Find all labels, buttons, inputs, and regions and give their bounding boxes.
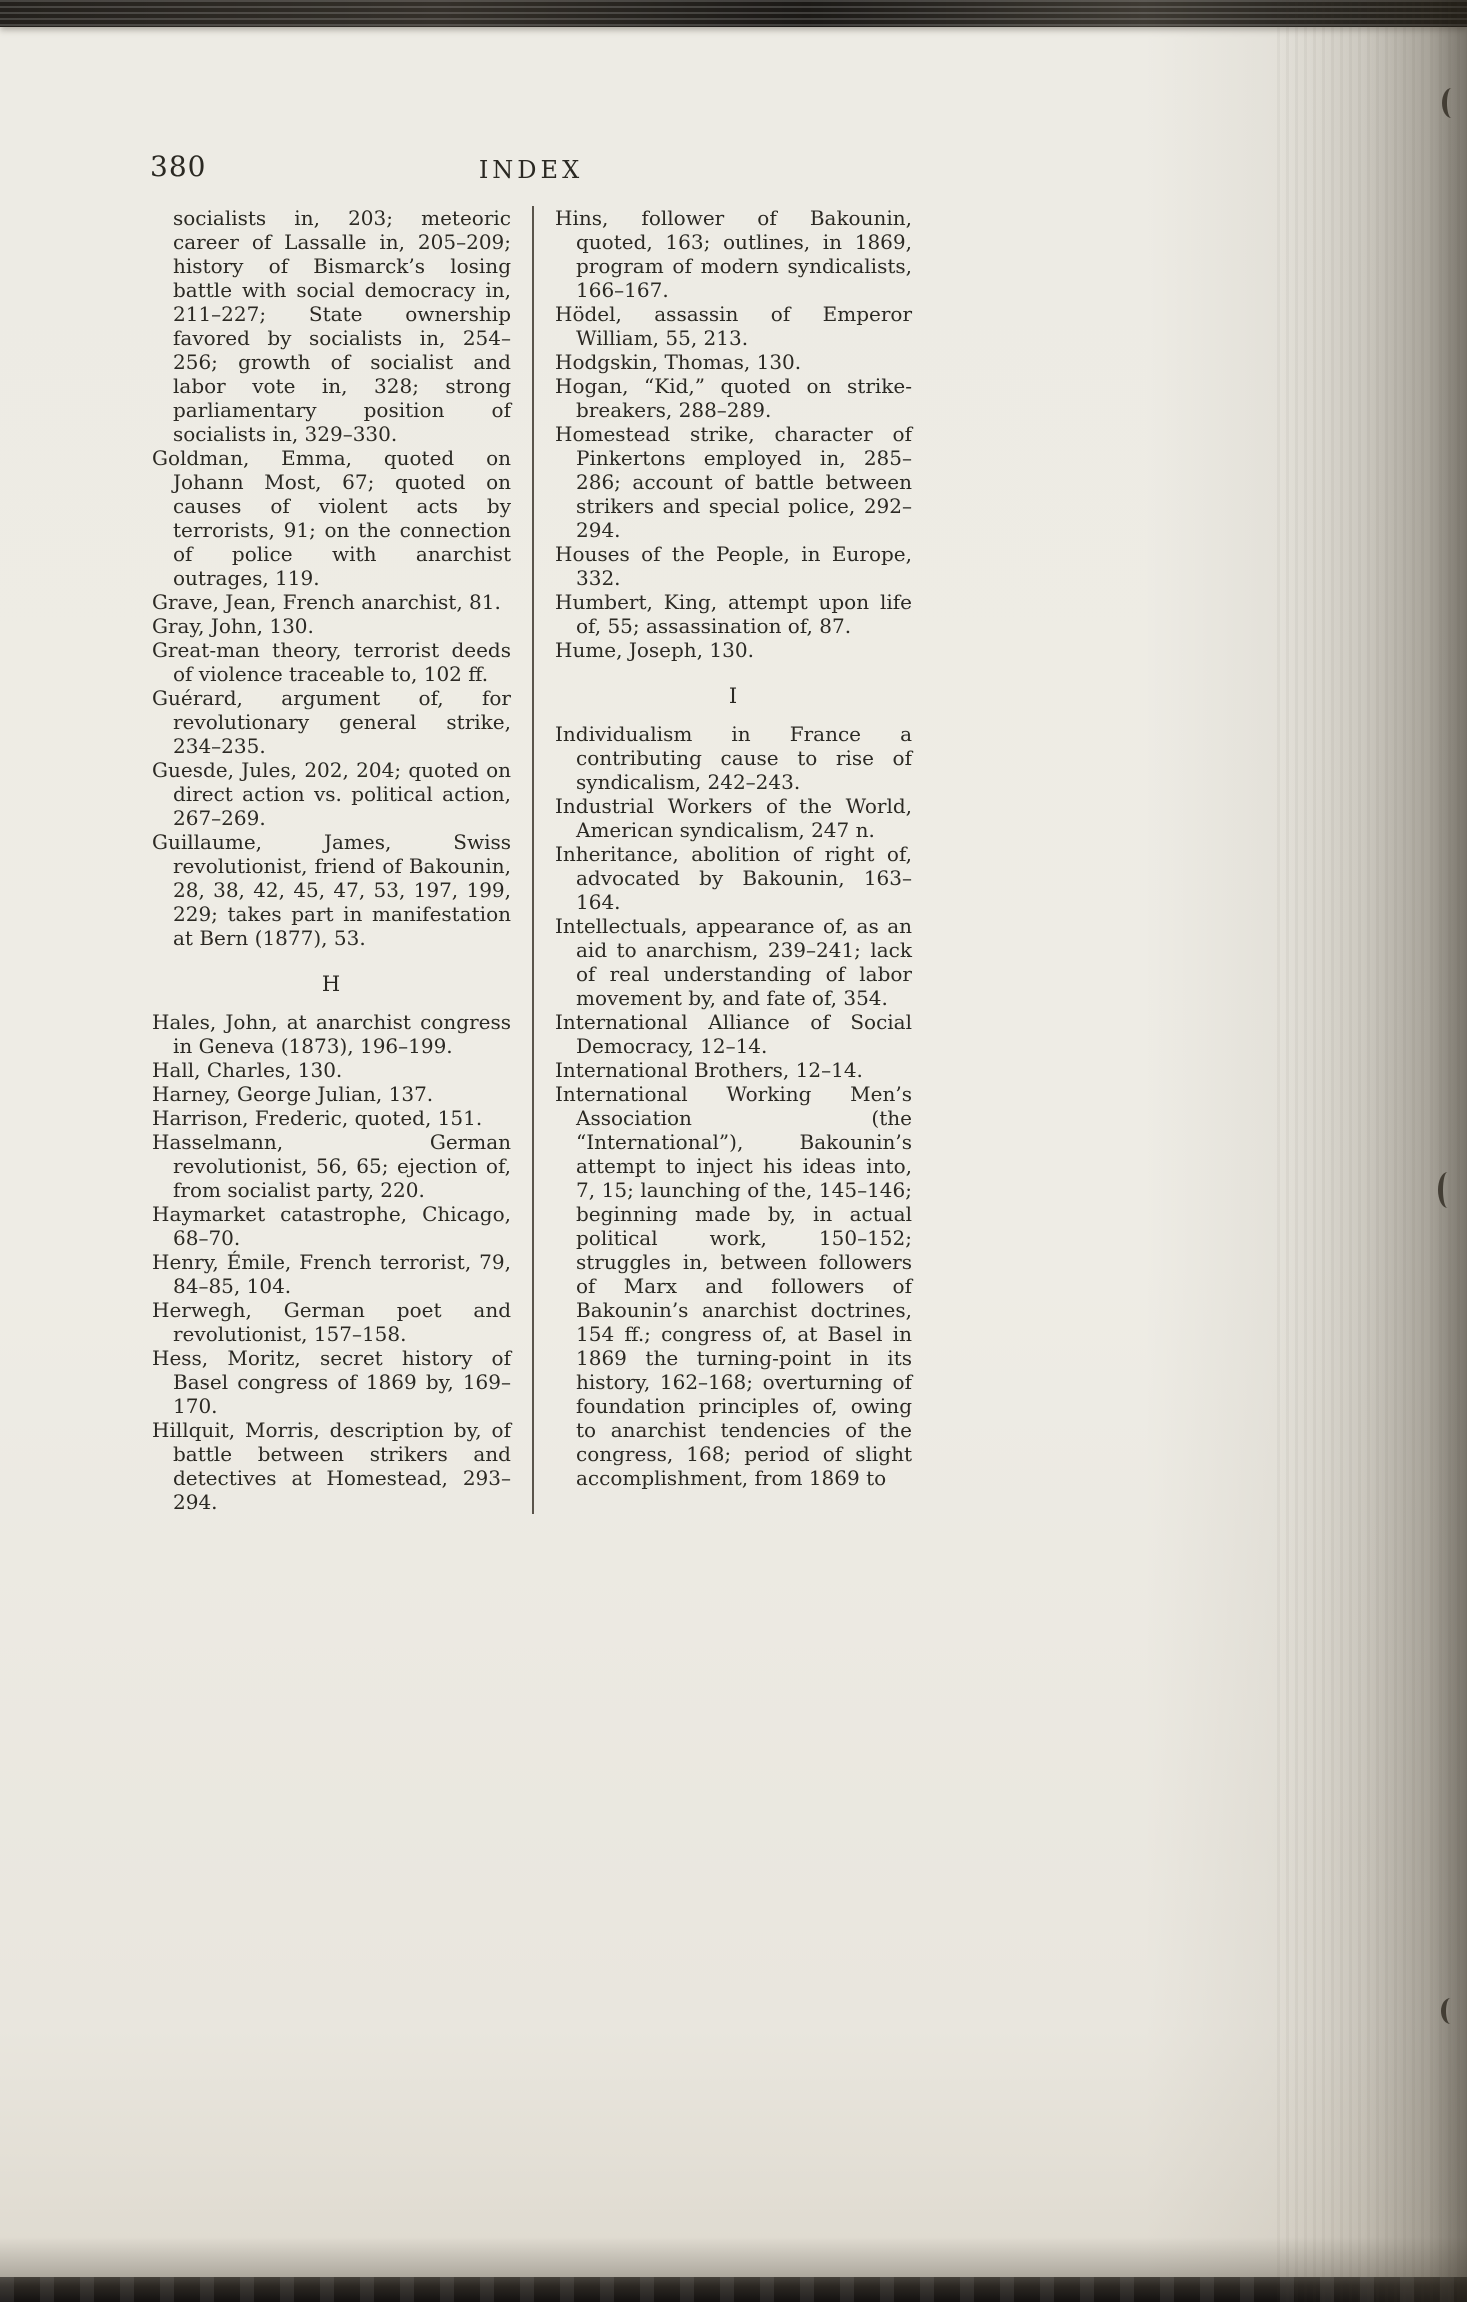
index-entry: Inheritance, abolition of right of, advocated by Bakounin, 163–164. — [555, 842, 912, 914]
index-entry: Harney, George Julian, 137. — [152, 1082, 434, 1106]
index-entry: Hall, Charles, 130. — [152, 1058, 343, 1082]
index-column-right — [532, 206, 912, 1514]
index-entry: Hess, Moritz, secret history of Basel congress of 1869 by, 169–170. — [152, 1346, 511, 1418]
index-entry: Homestead strike, character of Pinkertons employed in, 285–286; account of battle between strikers and special police, 292–294. — [555, 422, 912, 542]
index-entry: socialists in, 203; meteoric career of Lassalle in, 205–209; history of Bismarck’s losing battle with social democracy in, 211–227; State ownership favored by socialists in, 254–256; growth of socialist and labor vote in, 328; strong parliamentary position of socialists in, 329–330. — [173, 206, 511, 446]
index-entry: Hasselmann, German revolutionist, 56, 65; ejection of, from socialist party, 220. — [152, 1130, 511, 1202]
index-column-left — [152, 206, 532, 1514]
index-entry: Great-man theory, terrorist deeds of violence traceable to, 102 ff. — [152, 638, 511, 686]
index-entry: Hillquit, Morris, description by, of battle between strikers and detectives at Homestead, 293–294. — [152, 1418, 511, 1514]
index-entry: International Alliance of Social Democracy, 12–14. — [555, 1010, 912, 1058]
index-entry: Hödel, assassin of Emperor William, 55, 213. — [555, 302, 912, 350]
index-entry: Goldman, Emma, quoted on Johann Most, 67; quoted on causes of violent acts by terrorists, 91; on the connection of police with anarchist outrages, 119. — [152, 446, 511, 590]
index-entry: Guillaume, James, Swiss revolutionist, friend of Bakounin, 28, 38, 42, 45, 47, 53, 197, 199, 229; takes part in manifestation at Bern (1877), 53. — [152, 830, 511, 950]
index-columns — [152, 206, 912, 1514]
section-letter: I — [728, 684, 739, 708]
index-entry: Gray, John, 130. — [152, 614, 314, 638]
scan-artifact-right-edge — [1277, 0, 1467, 2302]
index-entry: Henry, Émile, French terrorist, 79, 84–85, 104. — [152, 1250, 511, 1298]
index-entry: Hales, John, at anarchist congress in Geneva (1873), 196–199. — [152, 1010, 511, 1058]
scan-artifact-bottom-shadow — [0, 2237, 1467, 2277]
index-entry: Humbert, King, attempt upon life of, 55; assassination of, 87. — [555, 590, 912, 638]
index-entry: International Brothers, 12–14. — [555, 1058, 863, 1082]
scan-artifact-top-bar — [0, 0, 1467, 27]
index-entry: Houses of the People, in Europe, 332. — [555, 542, 912, 590]
scan-artifact-edge-mark — [1441, 1998, 1460, 2024]
index-entry: Haymarket catastrophe, Chicago, 68–70. — [152, 1202, 511, 1250]
index-entry: Herwegh, German poet and revolutionist, 157–158. — [152, 1298, 511, 1346]
index-entry: International Working Men’s Association (the “International”), Bakounin’s attempt to inject his ideas into, 7, 15; launching of the, 145–146; beginning made by, in actual political work, 150–152; struggles in, between followers of Marx and followers of Bakounin’s anarchist doctrines, 154 ff.; congress of, at Basel in 1869 the turning-point in its history, 162–168; overturning of foundation principles of, owing to anarchist tendencies of the congress, 168; period of slight accomplishment, from 1869 to — [555, 1082, 912, 1490]
scan-artifact-bottom-bar — [0, 2277, 1467, 2302]
page-number: 380 — [150, 150, 207, 183]
scan-artifact-edge-mark — [1442, 88, 1461, 118]
index-entry: Hodgskin, Thomas, 130. — [555, 350, 802, 374]
index-entry: Guérard, argument of, for revolutionary general strike, 234–235. — [152, 686, 511, 758]
index-entry: Intellectuals, appearance of, as an aid to anarchism, 239–241; lack of real understanding of labor movement by, and fate of, 354. — [555, 914, 912, 1010]
index-entry: Individualism in France a contributing cause to rise of syndicalism, 242–243. — [555, 722, 912, 794]
index-entry: Hins, follower of Bakounin, quoted, 163; outlines, in 1869, program of modern syndicalists, 166–167. — [555, 206, 912, 302]
index-entry: Grave, Jean, French anarchist, 81. — [152, 590, 501, 614]
page-title: INDEX — [478, 156, 584, 184]
index-entry: Hume, Joseph, 130. — [555, 638, 754, 662]
index-entry: Hogan, “Kid,” quoted on strike-breakers, 288–289. — [555, 374, 912, 422]
index-entry: Guesde, Jules, 202, 204; quoted on direct action vs. political action, 267–269. — [152, 758, 511, 830]
index-entry: Industrial Workers of the World, American syndicalism, 247 n. — [555, 794, 912, 842]
scan-artifact-edge-mark — [1438, 1172, 1457, 1208]
section-letter: H — [321, 972, 342, 996]
index-entry: Harrison, Frederic, quoted, 151. — [152, 1106, 483, 1130]
